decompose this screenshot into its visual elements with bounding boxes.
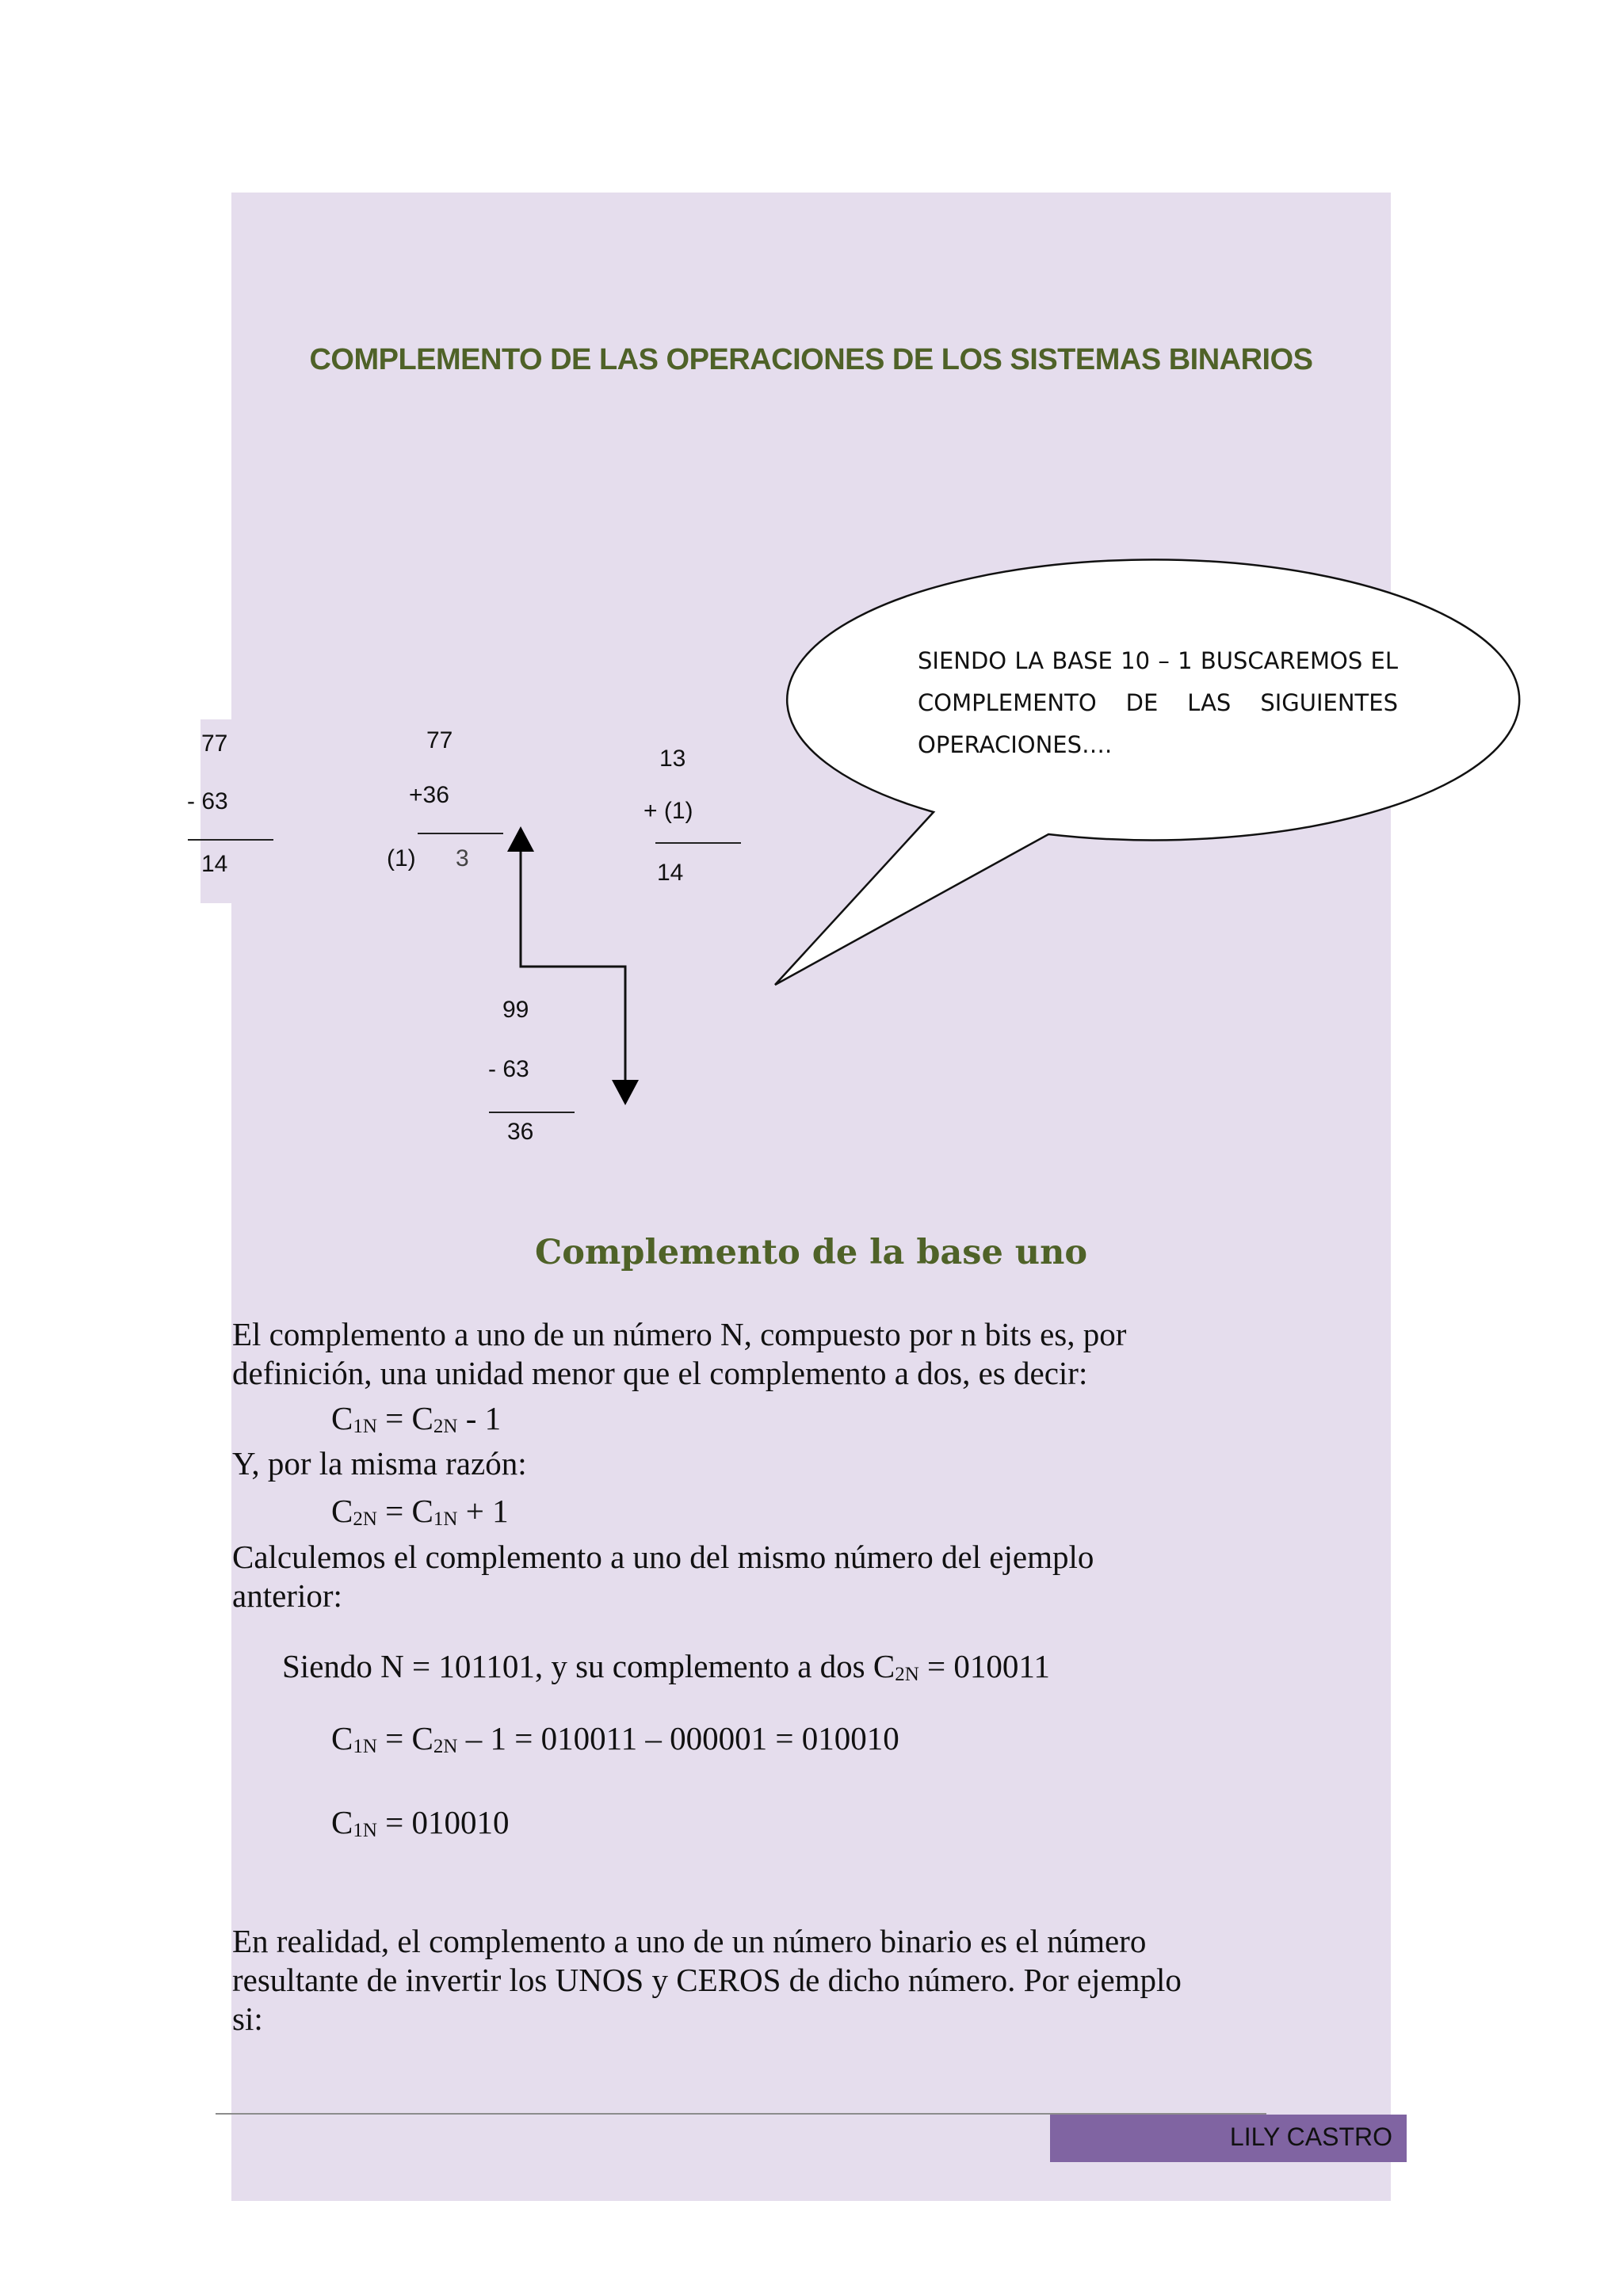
callout-text: SIENDO LA BASE 10 – 1 BUSCAREMOS EL COMPLEMENTO DE LAS SIGUIENTES OPERACIONES….	[918, 647, 1398, 758]
lower-op-subtrahend: - 63	[488, 1056, 529, 1082]
right-op-addend: + (1)	[643, 798, 693, 824]
right-op-result: 14	[657, 860, 684, 886]
paragraph-1-line-2: definición, una unidad menor que el complemento a dos, es decir:	[232, 1355, 1088, 1391]
section-heading: Complemento de la base uno	[534, 1233, 1088, 1272]
page-title: COMPLEMENTO DE LAS OPERACIONES DE LOS SISTEMAS BINARIOS	[309, 343, 1313, 376]
left-op-result: 14	[201, 851, 228, 877]
paragraph-4-line-1: En realidad, el complemento a uno de un número binario es el número	[232, 1923, 1147, 1959]
connector-arrow	[521, 848, 625, 1081]
middle-op-addend: +36	[409, 782, 449, 808]
middle-op-top: 77	[426, 727, 453, 753]
middle-op-carry: (1)	[387, 845, 416, 871]
formula-example-n: Siendo N = 101101, y su complemento a dos $C_{2N} = 010011$	[282, 1648, 1050, 1685]
arrow-down-head	[612, 1080, 639, 1105]
formula-c1n: $C_{1N} = C_{2N} - 1$	[331, 1400, 502, 1437]
footer-author-box	[1050, 2115, 1407, 2162]
lower-op-top: 99	[502, 997, 529, 1023]
formula-c2n: $C_{2N} = C_{1N} + 1$	[331, 1493, 509, 1530]
paragraph-1-line-1: El complemento a uno de un número N, compuesto por n bits es, por	[232, 1316, 1127, 1352]
paragraph-4-line-3: si:	[232, 2000, 263, 2037]
footer-author: LILY CASTRO	[1229, 2122, 1392, 2151]
formula-c1n-result: $C_{1N} = 010010$	[331, 1804, 510, 1841]
callout-bubble	[775, 559, 1519, 985]
left-op-top: 77	[201, 730, 228, 757]
paragraph-3-line-1: Calculemos el complemento a uno del mismo número del ejemplo	[232, 1539, 1094, 1575]
lower-op-result: 36	[507, 1119, 534, 1145]
left-op-subtrahend: - 63	[187, 788, 228, 814]
middle-op-result-partial: 3	[456, 845, 469, 871]
paragraph-2: Y, por la misma razón:	[232, 1445, 527, 1482]
right-op-top: 13	[659, 746, 686, 772]
paragraph-3-line-2: anterior:	[232, 1577, 342, 1614]
paragraph-4-line-2: resultante de invertir los UNOS y CEROS de dicho número. Por ejemplo	[232, 1962, 1182, 1998]
arrow-up-head	[507, 826, 534, 852]
formula-c1n-calculation: $C_{1N} = C_{2N} - 1 = 010011 - 000001 = 010010$	[331, 1720, 899, 1757]
